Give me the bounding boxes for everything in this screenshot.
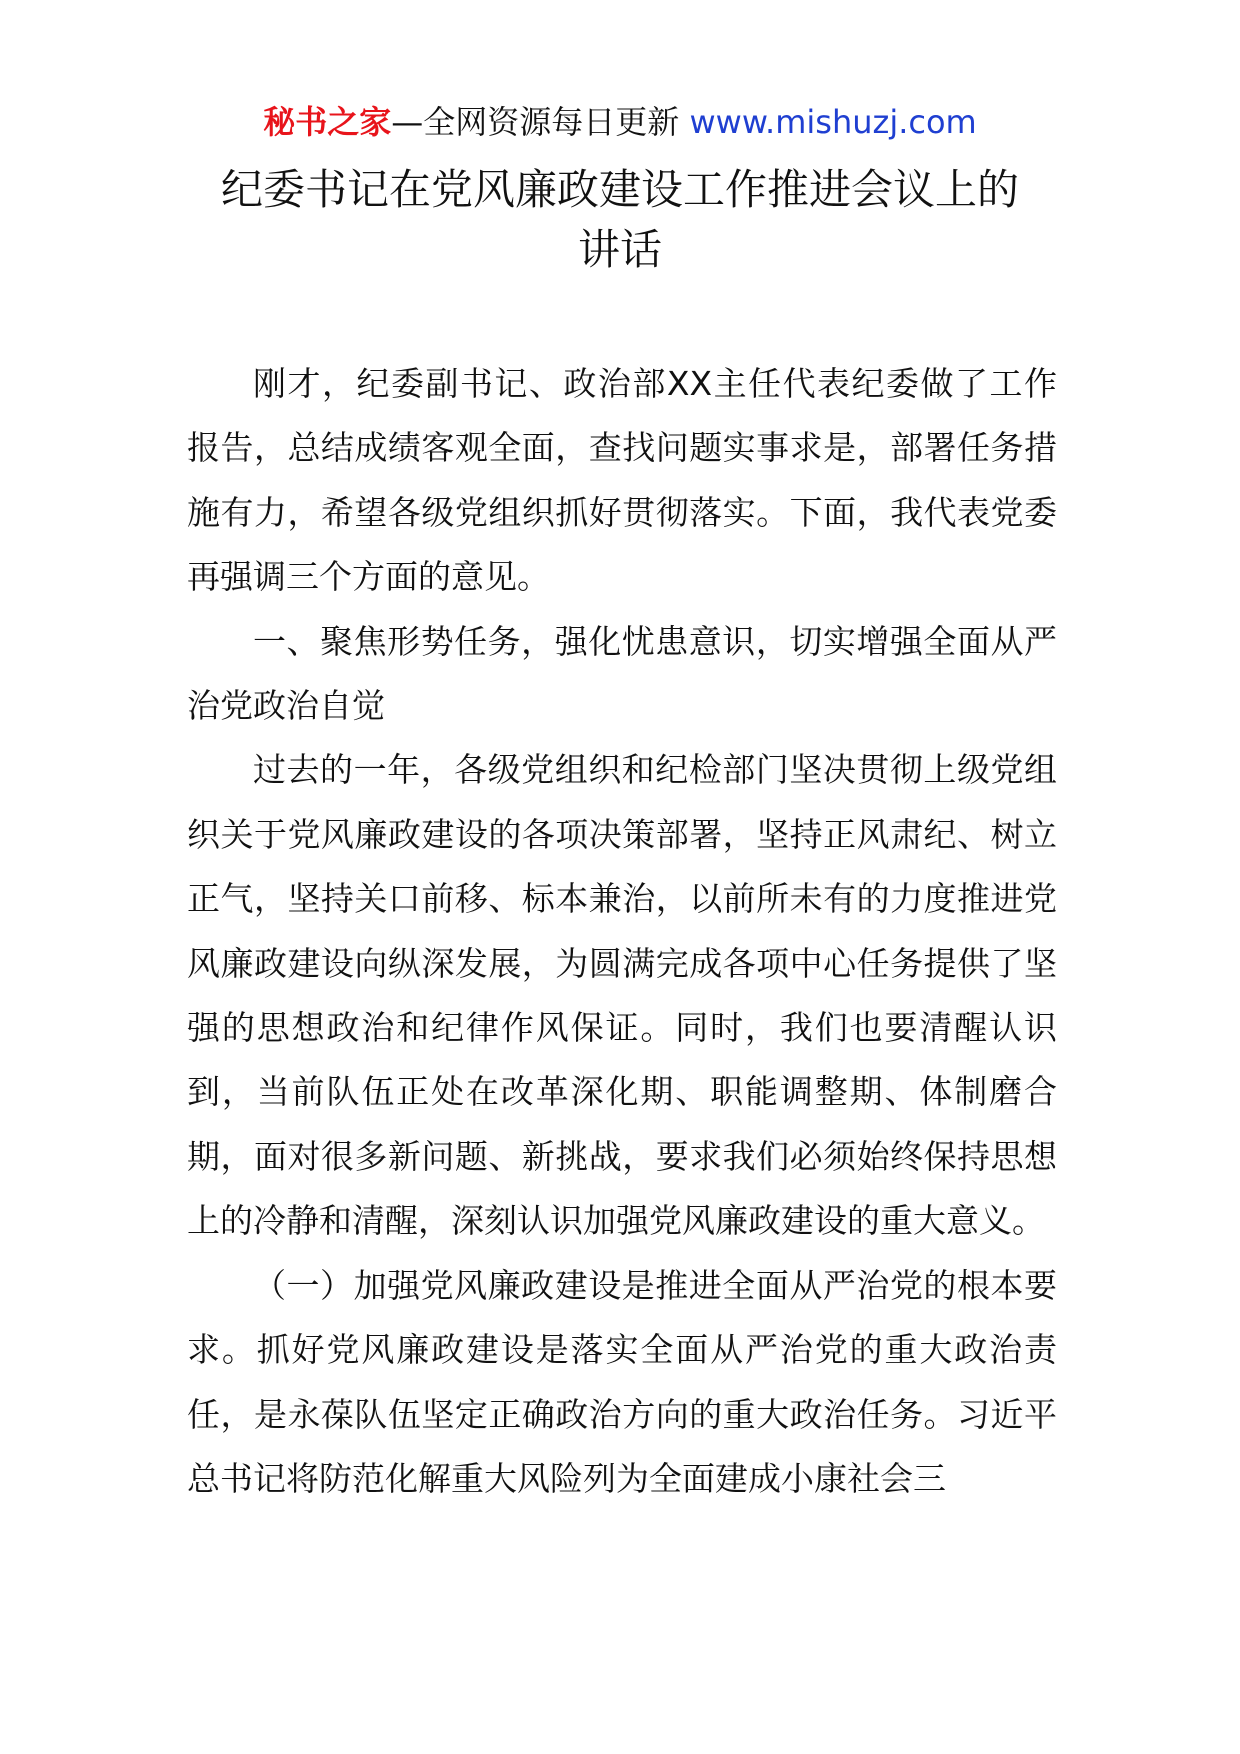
site-header bbox=[0, 100, 1240, 144]
subsection-heading-1: （一）加强党风廉政建设是推进全面从严治党的根本要求。抓好党风廉政建设是落实全面从严治党的重大政治责任，是永葆队伍坚定正确政治方向的重大政治任务。习近平总书记将防范化解重大风险列为全面建成小康社会三 bbox=[187, 1265, 1057, 1498]
title-line-1: 纪委书记在党风廉政建设工作推进会议上的 bbox=[220, 165, 1019, 214]
document-body bbox=[187, 352, 1057, 1511]
header-tagline: —全网资源每日更新 bbox=[391, 103, 690, 141]
title-line-2: 讲话 bbox=[577, 225, 662, 274]
brand-name: 秘书之家 bbox=[263, 103, 392, 141]
document-title bbox=[0, 160, 1240, 280]
paragraph-review: 过去的一年，各级党组织和纪检部门坚决贯彻上级党组织关于党风廉政建设的各项决策部署，坚持正风肃纪、树立正气，坚持关口前移、标本兼治，以前所未有的力度推进党风廉政建设向纵深发展，为圆满完成各项中心任务提供了坚强的思想政治和纪律作风保证。同时，我们也要清醒认识到，当前队伍正处在改革深化期、职能调整期、体制磨合期，面对很多新问题、新挑战，要求我们必须始终保持思想上的冷静和清醒，深刻认识加强党风廉政建设的重大意义。 bbox=[187, 750, 1057, 1241]
site-url-link[interactable]: www.mishuzj.com bbox=[689, 103, 977, 141]
section-heading-1: 一、聚焦形势任务，强化忧患意识，切实增强全面从严治党政治自觉 bbox=[187, 621, 1057, 726]
paragraph-intro: 刚才，纪委副书记、政治部XX主任代表纪委做了工作报告，总结成绩客观全面，查找问题实事求是，部署任务措施有力，希望各级党组织抓好贯彻落实。下面，我代表党委再强调三个方面的意见。 bbox=[187, 364, 1057, 597]
